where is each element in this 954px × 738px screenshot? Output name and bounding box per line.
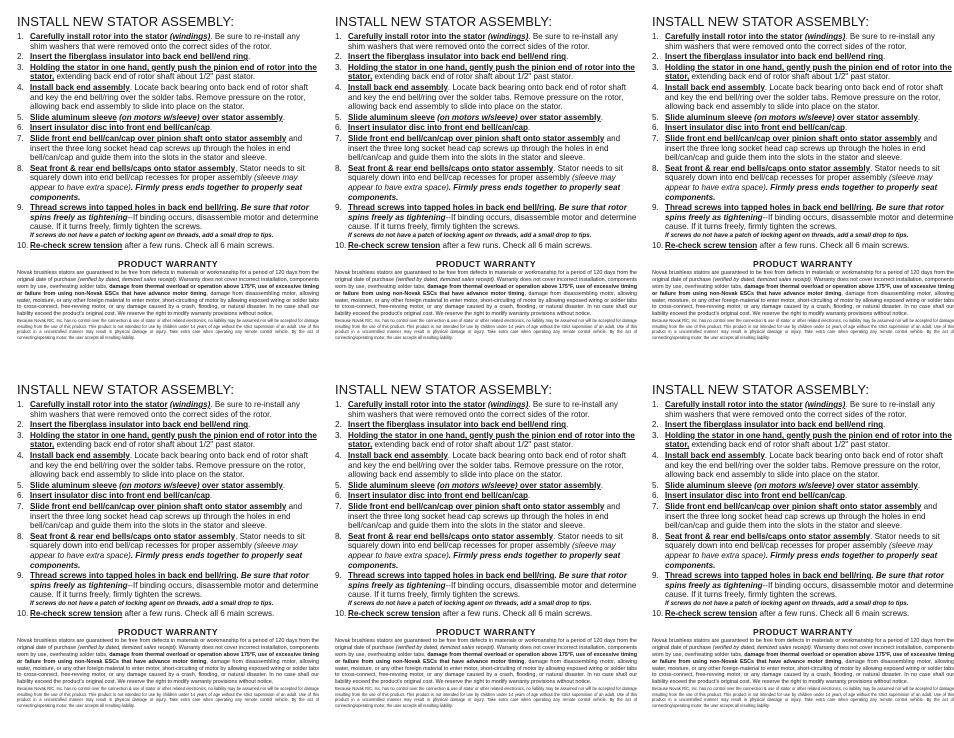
step-9: 9. Thread screws into tapped holes in back end bell/ring. Be sure that rotor spins freely as tightening--If binding occurs, disassemble motor and determine cause. If it turns freely, firmly tighten the screws. If screws do not have a patch of locking agent on threads, add a small drop to tips.: [652, 203, 954, 239]
step-3: 3. Holding the stator in one hand, gently push the pinion end of rotor into the stator, extending back end of rotor shaft about 1/2" past stator.: [17, 430, 317, 450]
step-3: 3. Holding the stator in one hand, gently push the pinion end of rotor into the stator, extending back end of rotor shaft about 1/2" past stator.: [335, 430, 635, 450]
step-5: 5. Slide aluminum sleeve (on motors w/sleeve) over stator assembly.: [652, 112, 921, 122]
step-8: 8. Seat front & rear end bells/caps onto stator assembly. Stator needs to sit squarely down into end bell/cap recesses for proper assembly (sleeve may appear to have extra space). Firmly press ends together to properly seat components.: [652, 163, 940, 202]
steps-list: [652, 400, 954, 618]
stator-instruction-card: [335, 14, 637, 366]
warranty-text: Novak brushless stators are guaranteed to be free from defects in materials or workmanship for a period of 120 days from the original date of purchase (verified by dated, itemized sales receipt). Warranty does not cover incorrect installation, components worn by use, overheating solder tabs, damage from thermal overload or operation above 175°F, use of excessive timing or failure from using non-Novak ESCs that have advance motor timing, damage from disassembling motor, allowing water, moisture, or any other foreign material to enter motor, short-circuiting of motor by allowing exposed wiring or solder tabs to cross-connect, free-revving motor, or any damage caused by a crash, flooding, or natural disaster. In no case shall our liability exceed the product's original cost. We reserve the right to modify warranty provisions without notice.: [335, 270, 637, 318]
locking-agent-note: If screws do not have a patch of locking agent on threads, add a small drop to tips.: [30, 599, 274, 607]
liability-disclaimer: Because Novak R/C, Inc. has no control over the connection & use of stator or other related electronics, no liability may be assumed nor will be accepted for damage resulting from the use of this product. This product is not intended for use by children under 14 years of age without the strict supervision of an adult. Use of this product in a uncontrolled manner may result in physical damage or injury. Take extra care when operating any remote control vehicle. By the act of connecting/operating motor, the user accepts all resulting liability.: [17, 318, 319, 341]
liability-disclaimer: Because Novak R/C, Inc. has no control over the connection & use of stator or other related electronics, no liability may be assumed nor will be accepted for damage resulting from the use of this product. This product is not intended for use by children under 14 years of age without the strict supervision of an adult. Use of this product in a uncontrolled manner may result in physical damage or injury. Take extra care when operating any remote control vehicle. By the act of connecting/operating motor, the user accepts all resulting liability.: [335, 318, 637, 341]
step-1: 1. Carefully install rotor into the stator (windings). Be sure to re-install any shim washers that were removed onto the correct sides of the rotor.: [652, 400, 935, 419]
steps-list: [652, 32, 954, 250]
step-8: 8. Seat front & rear end bells/caps onto stator assembly. Stator needs to sit squarely down into end bell/cap recesses for proper assembly (sleeve may appear to have extra space). Firmly press ends together to properly seat components.: [652, 531, 940, 570]
locking-agent-note: If screws do not have a patch of locking agent on threads, add a small drop to tips.: [30, 231, 274, 239]
step-10: 10. Re-check screw tension after a few runs. Check all 6 main screws.: [17, 240, 275, 250]
step-6: 6. Insert insulator disc into front end bell/can/cap.: [652, 491, 848, 501]
step-1: 1. Carefully install rotor into the stator (windings). Be sure to re-install any shim washers that were removed onto the correct sides of the rotor.: [17, 32, 300, 51]
step-6: 6. Insert insulator disc into front end bell/can/cap.: [17, 491, 213, 501]
step-5: 5. Slide aluminum sleeve (on motors w/sleeve) over stator assembly.: [17, 112, 286, 122]
card-title: INSTALL NEW STATOR ASSEMBLY:: [652, 14, 870, 29]
card-title: INSTALL NEW STATOR ASSEMBLY:: [335, 382, 553, 397]
card-title: INSTALL NEW STATOR ASSEMBLY:: [17, 382, 235, 397]
warranty-heading: PRODUCT WARRANTY: [753, 627, 853, 638]
step-2: 2. Insert the fiberglass insulator into back end bell/end ring.: [652, 52, 886, 62]
step-6: 6. Insert insulator disc into front end bell/can/cap.: [652, 123, 848, 133]
locking-agent-note: If screws do not have a patch of locking agent on threads, add a small drop to tips.: [348, 599, 592, 607]
steps-list: [17, 400, 319, 618]
step-6: 6. Insert insulator disc into front end bell/can/cap.: [335, 491, 531, 501]
step-4: 4. Install back end assembly. Locate back bearing onto back end of rotor shaft and key the end bell/ring over the solder tabs. Remove pressure on the rotor, allowing back end assembly to slide into place on the stator.: [335, 450, 627, 480]
step-5: 5. Slide aluminum sleeve (on motors w/sleeve) over stator assembly.: [17, 480, 286, 490]
step-7: 7. Slide front end bell/can/cap over pinion shaft onto stator assembly and insert the three long socket head cap screws up through the holes in end bell/can/cap and guide them into the slots in the stator and sleeve.: [17, 501, 303, 531]
step-8: 8. Seat front & rear end bells/caps onto stator assembly. Stator needs to sit squarely down into end bell/cap recesses for proper assembly (sleeve may appear to have extra space). Firmly press ends together to properly seat components.: [335, 531, 623, 570]
step-2: 2. Insert the fiberglass insulator into back end bell/end ring.: [335, 52, 569, 62]
step-8: 8. Seat front & rear end bells/caps onto stator assembly. Stator needs to sit squarely down into end bell/cap recesses for proper assembly (sleeve may appear to have extra space). Firmly press ends together to properly seat components.: [335, 163, 623, 202]
step-5: 5. Slide aluminum sleeve (on motors w/sleeve) over stator assembly.: [652, 480, 921, 490]
warranty-text: Novak brushless stators are guaranteed to be free from defects in materials or workmanship for a period of 120 days from the original date of purchase (verified by dated, itemized sales receipt). Warranty does not cover incorrect installation, components worn by use, overheating solder tabs, damage from thermal overload or operation above 175°F, use of excessive timing or failure from using non-Novak ESCs that have advance motor timing, damage from disassembling motor, allowing water, moisture, or any other foreign material to enter motor, short-circuiting of motor by allowing exposed wiring or solder tabs to cross-connect, free-revving motor, or any damage caused by a crash, flooding, or natural disaster. In no case shall our liability exceed the product's original cost. We reserve the right to modify warranty provisions without notice.: [17, 270, 319, 318]
step-9: 9. Thread screws into tapped holes in back end bell/ring. Be sure that rotor spins freely as tightening--If binding occurs, disassemble motor and determine cause. If it turns freely, firmly tighten the screws. If screws do not have a patch of locking agent on threads, add a small drop to tips.: [335, 571, 637, 607]
card-title: INSTALL NEW STATOR ASSEMBLY:: [335, 14, 553, 29]
step-9: 9. Thread screws into tapped holes in back end bell/ring. Be sure that rotor spins freely as tightening--If binding occurs, disassemble motor and determine cause. If it turns freely, firmly tighten the screws. If screws do not have a patch of locking agent on threads, add a small drop to tips.: [652, 571, 954, 607]
warranty-text: Novak brushless stators are guaranteed to be free from defects in materials or workmanship for a period of 120 days from the original date of purchase (verified by dated, itemized sales receipt). Warranty does not cover incorrect installation, components worn by use, overheating solder tabs, damage from thermal overload or operation above 175°F, use of excessive timing or failure from using non-Novak ESCs that have advance motor timing, damage from disassembling motor, allowing water, moisture, or any other foreign material to enter motor, short-circuiting of motor by allowing exposed wiring or solder tabs to cross-connect, free-revving motor, or any damage caused by a crash, flooding, or natural disaster. In no case shall our liability exceed the product's original cost. We reserve the right to modify warranty provisions without notice.: [652, 270, 954, 318]
steps-list: [17, 32, 319, 250]
step-1: 1. Carefully install rotor into the stator (windings). Be sure to re-install any shim washers that were removed onto the correct sides of the rotor.: [335, 32, 618, 51]
step-2: 2. Insert the fiberglass insulator into back end bell/end ring.: [335, 420, 569, 430]
step-9: 9. Thread screws into tapped holes in back end bell/ring. Be sure that rotor spins freely as tightening--If binding occurs, disassemble motor and determine cause. If it turns freely, firmly tighten the screws. If screws do not have a patch of locking agent on threads, add a small drop to tips.: [335, 203, 637, 239]
step-8: 8. Seat front & rear end bells/caps onto stator assembly. Stator needs to sit squarely down into end bell/cap recesses for proper assembly (sleeve may appear to have extra space). Firmly press ends together to properly seat components.: [17, 163, 305, 202]
warranty-heading: PRODUCT WARRANTY: [753, 259, 853, 270]
step-9: 9. Thread screws into tapped holes in back end bell/ring. Be sure that rotor spins freely as tightening--If binding occurs, disassemble motor and determine cause. If it turns freely, firmly tighten the screws. If screws do not have a patch of locking agent on threads, add a small drop to tips.: [17, 203, 319, 239]
card-title: INSTALL NEW STATOR ASSEMBLY:: [652, 382, 870, 397]
step-1: 1. Carefully install rotor into the stator (windings). Be sure to re-install any shim washers that were removed onto the correct sides of the rotor.: [652, 32, 935, 51]
step-10: 10. Re-check screw tension after a few runs. Check all 6 main screws.: [335, 608, 593, 618]
step-7: 7. Slide front end bell/can/cap over pinion shaft onto stator assembly and insert the three long socket head cap screws up through the holes in end bell/can/cap and guide them into the slots in the stator and sleeve.: [652, 501, 938, 531]
step-3: 3. Holding the stator in one hand, gently push the pinion end of rotor into the stator, extending back end of rotor shaft about 1/2" past stator.: [652, 430, 952, 450]
step-5: 5. Slide aluminum sleeve (on motors w/sleeve) over stator assembly.: [335, 112, 604, 122]
step-4: 4. Install back end assembly. Locate back bearing onto back end of rotor shaft and key the end bell/ring over the solder tabs. Remove pressure on the rotor, allowing back end assembly to slide into place on the stator.: [17, 450, 309, 480]
locking-agent-note: If screws do not have a patch of locking agent on threads, add a small drop to tips.: [665, 231, 909, 239]
step-2: 2. Insert the fiberglass insulator into back end bell/end ring.: [17, 420, 251, 430]
steps-list: [335, 32, 637, 250]
step-1: 1. Carefully install rotor into the stator (windings). Be sure to re-install any shim washers that were removed onto the correct sides of the rotor.: [335, 400, 618, 419]
steps-list: [335, 400, 637, 618]
liability-disclaimer: Because Novak R/C, Inc. has no control over the connection & use of stator or other related electronics, no liability may be assumed nor will be accepted for damage resulting from the use of this product. This product is not intended for use by children under 14 years of age without the strict supervision of an adult. Use of this product in a uncontrolled manner may result in physical damage or injury. Take extra care when operating any remote control vehicle. By the act of connecting/operating motor, the user accepts all resulting liability.: [17, 686, 319, 709]
step-10: 10. Re-check screw tension after a few runs. Check all 6 main screws.: [652, 240, 910, 250]
step-10: 10. Re-check screw tension after a few runs. Check all 6 main screws.: [652, 608, 910, 618]
step-10: 10. Re-check screw tension after a few runs. Check all 6 main screws.: [17, 608, 275, 618]
step-8: 8. Seat front & rear end bells/caps onto stator assembly. Stator needs to sit squarely down into end bell/cap recesses for proper assembly (sleeve may appear to have extra space). Firmly press ends together to properly seat components.: [17, 531, 305, 570]
step-3: 3. Holding the stator in one hand, gently push the pinion end of rotor into the stator, extending back end of rotor shaft about 1/2" past stator.: [652, 62, 952, 82]
step-3: 3. Holding the stator in one hand, gently push the pinion end of rotor into the stator, extending back end of rotor shaft about 1/2" past stator.: [335, 62, 635, 82]
card-title: INSTALL NEW STATOR ASSEMBLY:: [17, 14, 235, 29]
step-7: 7. Slide front end bell/can/cap over pinion shaft onto stator assembly and insert the three long socket head cap screws up through the holes in end bell/can/cap and guide them into the slots in the stator and sleeve.: [335, 501, 621, 531]
warranty-heading: PRODUCT WARRANTY: [436, 627, 536, 638]
step-10: 10. Re-check screw tension after a few runs. Check all 6 main screws.: [335, 240, 593, 250]
stator-instruction-card: [335, 382, 637, 734]
step-7: 7. Slide front end bell/can/cap over pinion shaft onto stator assembly and insert the three long socket head cap screws up through the holes in end bell/can/cap and guide them into the slots in the stator and sleeve.: [17, 133, 303, 163]
warranty-text: Novak brushless stators are guaranteed to be free from defects in materials or workmanship for a period of 120 days from the original date of purchase (verified by dated, itemized sales receipt). Warranty does not cover incorrect installation, components worn by use, overheating solder tabs, damage from thermal overload or operation above 175°F, use of excessive timing or failure from using non-Novak ESCs that have advance motor timing, damage from disassembling motor, allowing water, moisture, or any other foreign material to enter motor, short-circuiting of motor by allowing exposed wiring or solder tabs to cross-connect, free-revving motor, or any damage caused by a crash, flooding, or natural disaster. In no case shall our liability exceed the product's original cost. We reserve the right to modify warranty provisions without notice.: [335, 638, 637, 686]
step-4: 4. Install back end assembly. Locate back bearing onto back end of rotor shaft and key the end bell/ring over the solder tabs. Remove pressure on the rotor, allowing back end assembly to slide into place on the stator.: [652, 450, 944, 480]
step-5: 5. Slide aluminum sleeve (on motors w/sleeve) over stator assembly.: [335, 480, 604, 490]
step-2: 2. Insert the fiberglass insulator into back end bell/end ring.: [652, 420, 886, 430]
stator-instruction-card: [652, 14, 954, 366]
warranty-heading: PRODUCT WARRANTY: [118, 627, 218, 638]
stator-instruction-card: [17, 382, 319, 734]
liability-disclaimer: Because Novak R/C, Inc. has no control over the connection & use of stator or other related electronics, no liability may be assumed nor will be accepted for damage resulting from the use of this product. This product is not intended for use by children under 14 years of age without the strict supervision of an adult. Use of this product in a uncontrolled manner may result in physical damage or injury. Take extra care when operating any remote control vehicle. By the act of connecting/operating motor, the user accepts all resulting liability.: [335, 686, 637, 709]
stator-instruction-card: [652, 382, 954, 734]
liability-disclaimer: Because Novak R/C, Inc. has no control over the connection & use of stator or other related electronics, no liability may be assumed nor will be accepted for damage resulting from the use of this product. This product is not intended for use by children under 14 years of age without the strict supervision of an adult. Use of this product in a uncontrolled manner may result in physical damage or injury. Take extra care when operating any remote control vehicle. By the act of connecting/operating motor, the user accepts all resulting liability.: [652, 318, 954, 341]
step-9: 9. Thread screws into tapped holes in back end bell/ring. Be sure that rotor spins freely as tightening--If binding occurs, disassemble motor and determine cause. If it turns freely, firmly tighten the screws. If screws do not have a patch of locking agent on threads, add a small drop to tips.: [17, 571, 319, 607]
warranty-heading: PRODUCT WARRANTY: [436, 259, 536, 270]
stator-instruction-card: [17, 14, 319, 366]
locking-agent-note: If screws do not have a patch of locking agent on threads, add a small drop to tips.: [665, 599, 909, 607]
locking-agent-note: If screws do not have a patch of locking agent on threads, add a small drop to tips.: [348, 231, 592, 239]
warranty-heading: PRODUCT WARRANTY: [118, 259, 218, 270]
step-6: 6. Insert insulator disc into front end bell/can/cap.: [17, 123, 213, 133]
step-2: 2. Insert the fiberglass insulator into back end bell/end ring.: [17, 52, 251, 62]
liability-disclaimer: Because Novak R/C, Inc. has no control over the connection & use of stator or other related electronics, no liability may be assumed nor will be accepted for damage resulting from the use of this product. This product is not intended for use by children under 14 years of age without the strict supervision of an adult. Use of this product in a uncontrolled manner may result in physical damage or injury. Take extra care when operating any remote control vehicle. By the act of connecting/operating motor, the user accepts all resulting liability.: [652, 686, 954, 709]
step-4: 4. Install back end assembly. Locate back bearing onto back end of rotor shaft and key the end bell/ring over the solder tabs. Remove pressure on the rotor, allowing back end assembly to slide into place on the stator.: [335, 82, 627, 112]
step-4: 4. Install back end assembly. Locate back bearing onto back end of rotor shaft and key the end bell/ring over the solder tabs. Remove pressure on the rotor, allowing back end assembly to slide into place on the stator.: [17, 82, 309, 112]
warranty-text: Novak brushless stators are guaranteed to be free from defects in materials or workmanship for a period of 120 days from the original date of purchase (verified by dated, itemized sales receipt). Warranty does not cover incorrect installation, components worn by use, overheating solder tabs, damage from thermal overload or operation above 175°F, use of excessive timing or failure from using non-Novak ESCs that have advance motor timing, damage from disassembling motor, allowing water, moisture, or any other foreign material to enter motor, short-circuiting of motor by allowing exposed wiring or solder tabs to cross-connect, free-revving motor, or any damage caused by a crash, flooding, or natural disaster. In no case shall our liability exceed the product's original cost. We reserve the right to modify warranty provisions without notice.: [17, 638, 319, 686]
step-7: 7. Slide front end bell/can/cap over pinion shaft onto stator assembly and insert the three long socket head cap screws up through the holes in end bell/can/cap and guide them into the slots in the stator and sleeve.: [652, 133, 938, 163]
step-6: 6. Insert insulator disc into front end bell/can/cap.: [335, 123, 531, 133]
step-4: 4. Install back end assembly. Locate back bearing onto back end of rotor shaft and key the end bell/ring over the solder tabs. Remove pressure on the rotor, allowing back end assembly to slide into place on the stator.: [652, 82, 944, 112]
step-7: 7. Slide front end bell/can/cap over pinion shaft onto stator assembly and insert the three long socket head cap screws up through the holes in end bell/can/cap and guide them into the slots in the stator and sleeve.: [335, 133, 621, 163]
step-1: 1. Carefully install rotor into the stator (windings). Be sure to re-install any shim washers that were removed onto the correct sides of the rotor.: [17, 400, 300, 419]
step-3: 3. Holding the stator in one hand, gently push the pinion end of rotor into the stator, extending back end of rotor shaft about 1/2" past stator.: [17, 62, 317, 82]
warranty-text: Novak brushless stators are guaranteed to be free from defects in materials or workmanship for a period of 120 days from the original date of purchase (verified by dated, itemized sales receipt). Warranty does not cover incorrect installation, components worn by use, overheating solder tabs, damage from thermal overload or operation above 175°F, use of excessive timing or failure from using non-Novak ESCs that have advance motor timing, damage from disassembling motor, allowing water, moisture, or any other foreign material to enter motor, short-circuiting of motor by allowing exposed wiring or solder tabs to cross-connect, free-revving motor, or any damage caused by a crash, flooding, or natural disaster. In no case shall our liability exceed the product's original cost. We reserve the right to modify warranty provisions without notice.: [652, 638, 954, 686]
